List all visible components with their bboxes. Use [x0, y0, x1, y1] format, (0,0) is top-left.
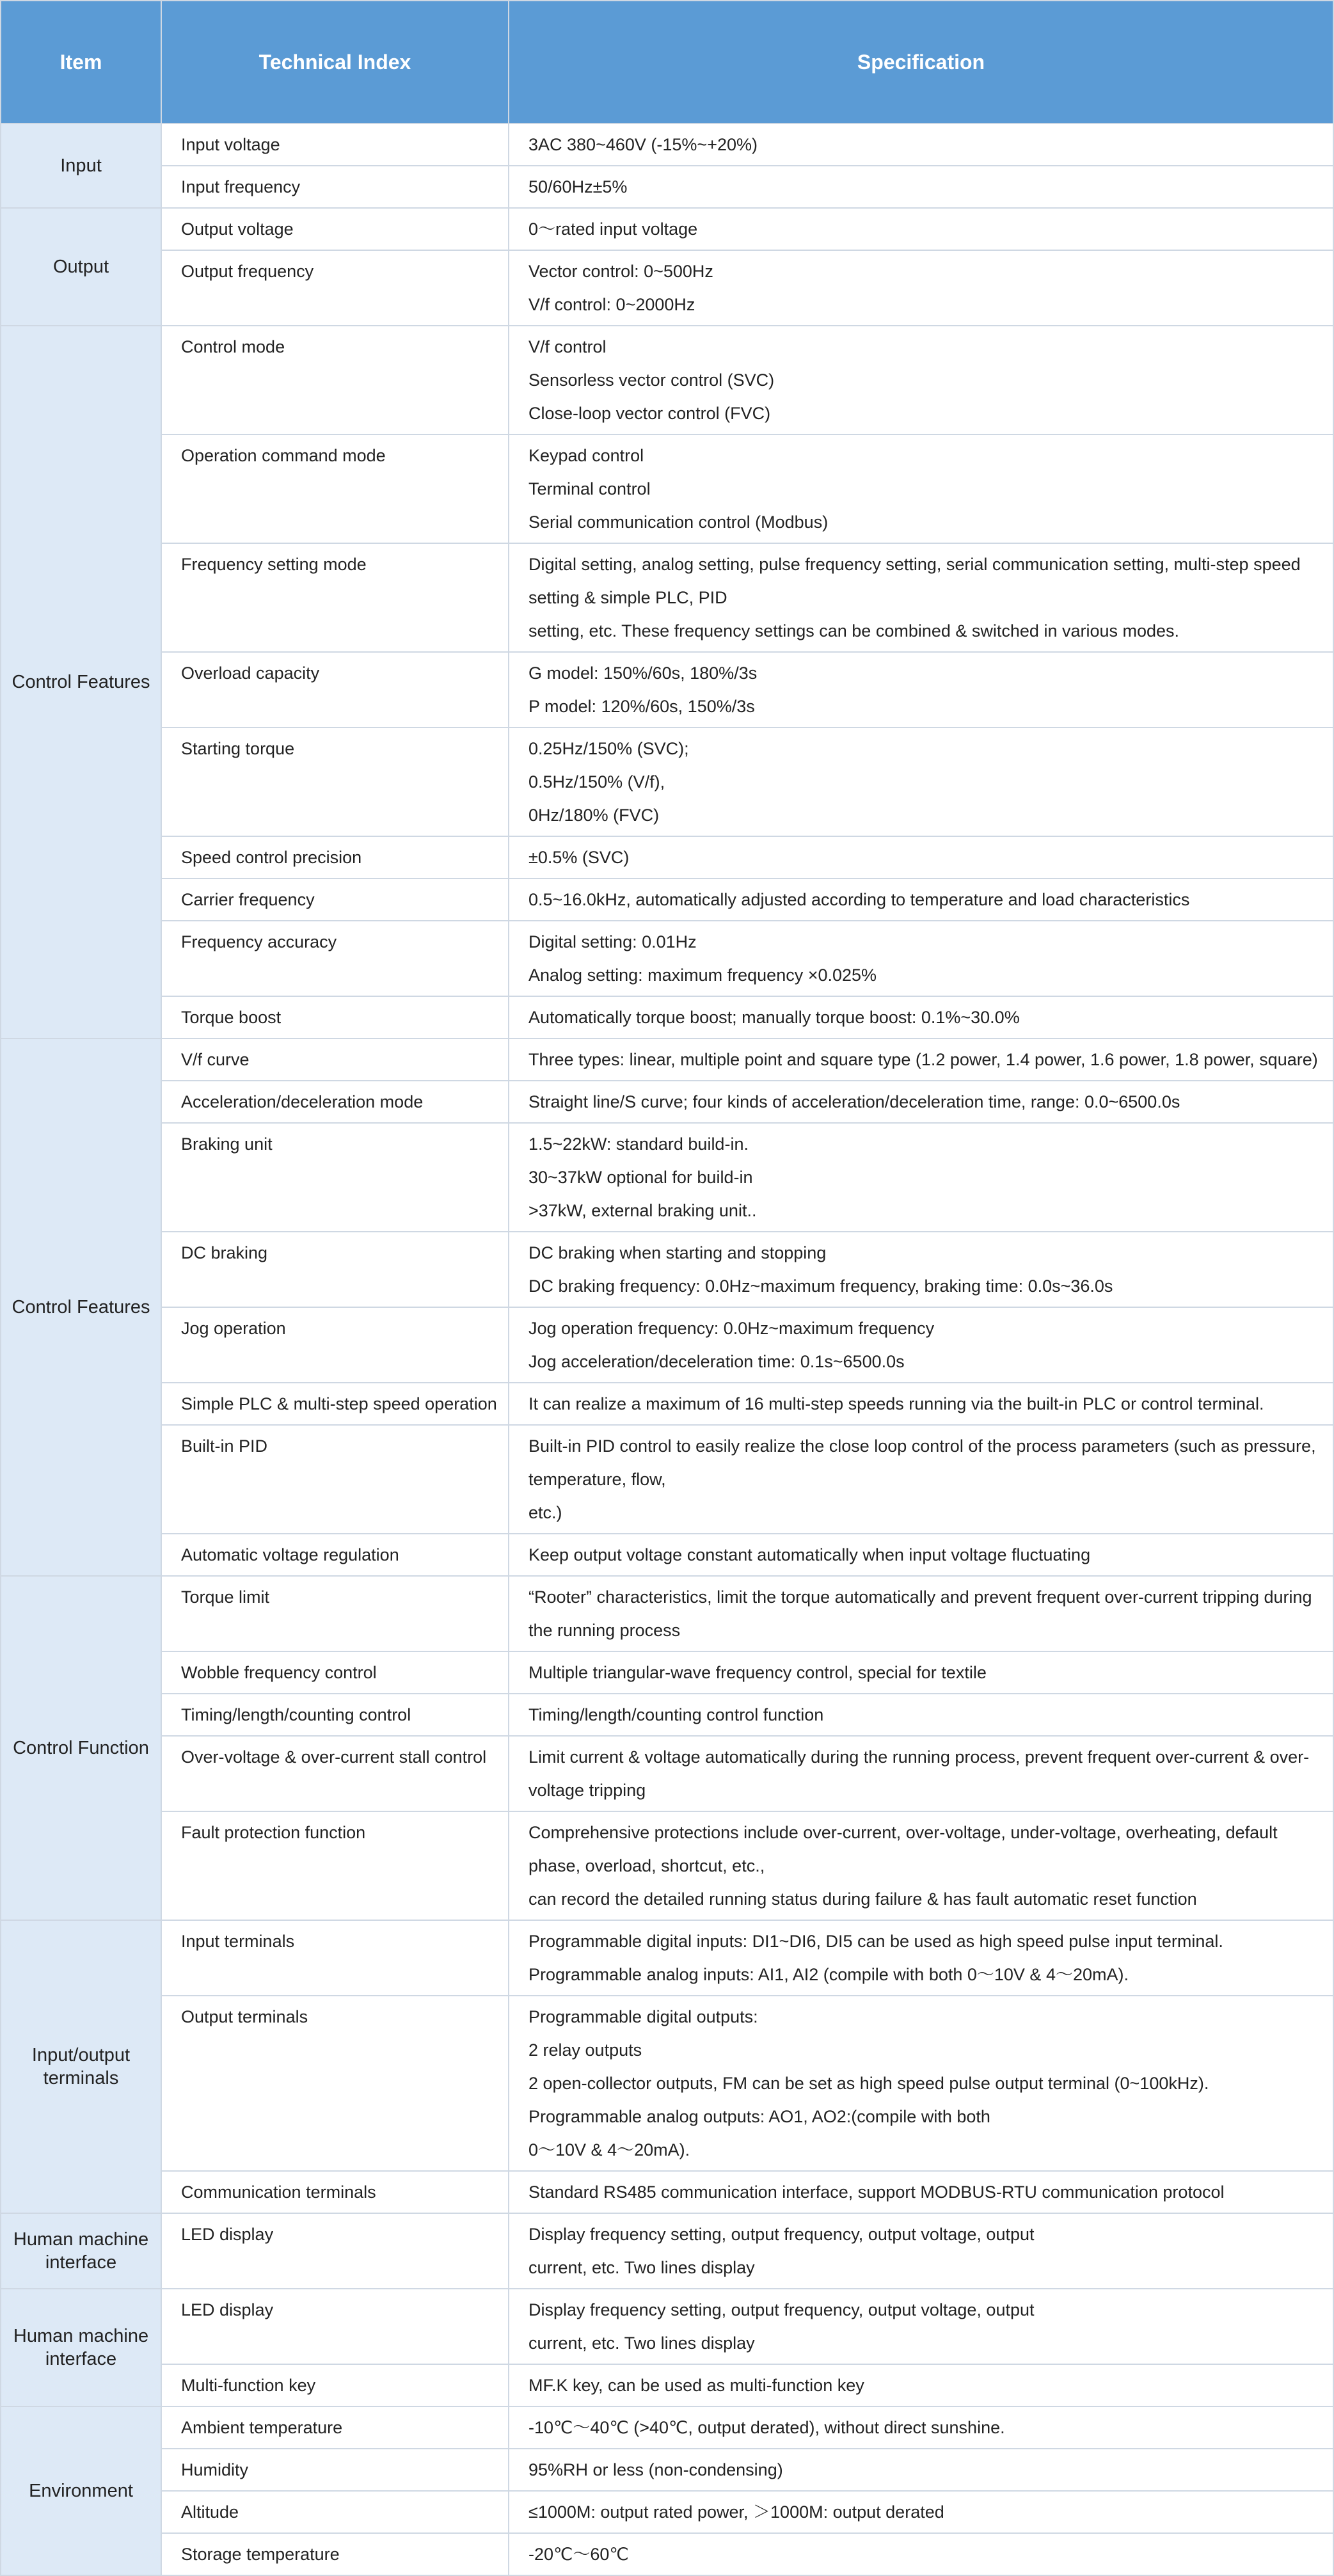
specification-cell — [509, 1576, 1333, 1651]
specification-cell — [509, 166, 1333, 208]
specification-line: Programmable digital outputs: — [528, 2007, 758, 2026]
specification-line: V/f control: 0~2000Hz — [528, 295, 695, 314]
specification-line: Display frequency setting, output frequency, output voltage, output — [528, 2300, 1035, 2319]
table-row — [1, 2213, 1333, 2289]
group-label: Input — [1, 123, 161, 208]
table-row — [1, 1123, 1333, 1232]
specification-line: >37kW, external braking unit.. — [528, 1201, 757, 1220]
technical-index-cell: Simple PLC & multi-step speed operation — [161, 1383, 509, 1425]
specification-cell — [509, 2533, 1333, 2575]
specification-cell — [509, 2171, 1333, 2213]
specification-line: 2 relay outputs — [528, 2040, 642, 2060]
technical-index-cell: DC braking — [161, 1232, 509, 1307]
specification-line: V/f control — [528, 337, 607, 356]
technical-index-cell: Humidity — [161, 2449, 509, 2491]
specification-line: 0.5~16.0kHz, automatically adjusted according to temperature and load characteristics — [528, 890, 1190, 909]
technical-index-cell: Input frequency — [161, 166, 509, 208]
technical-index-cell: Speed control precision — [161, 836, 509, 879]
technical-index-cell: Operation command mode — [161, 434, 509, 543]
group-label: Control Features — [1, 326, 161, 1038]
table-row — [1, 879, 1333, 921]
specification-line: Keep output voltage constant automatically when input voltage fluctuating — [528, 1545, 1091, 1564]
specification-line: Programmable analog outputs: AO1, AO2:(compile with both — [528, 2107, 990, 2126]
specification-line: Three types: linear, multiple point and square type (1.2 power, 1.4 power, 1.6 power, 1.8 power, square) — [528, 1050, 1318, 1069]
specification-line: 0.5Hz/150% (V/f), — [528, 772, 665, 791]
technical-index-cell: LED display — [161, 2213, 509, 2289]
technical-index-cell: Frequency setting mode — [161, 543, 509, 652]
table-row — [1, 123, 1333, 166]
technical-index-cell: Input voltage — [161, 123, 509, 166]
specification-cell — [509, 1383, 1333, 1425]
technical-index-cell: Ambient temperature — [161, 2406, 509, 2449]
specification-cell — [509, 921, 1333, 996]
specification-line: Programmable analog inputs: AI1, AI2 (compile with both 0～10V & 4～20mA). — [528, 1965, 1129, 1984]
specification-line: Terminal control — [528, 479, 651, 498]
specification-line: etc.) — [528, 1503, 562, 1522]
table-row — [1, 543, 1333, 652]
table-row — [1, 652, 1333, 727]
specification-line: Jog operation frequency: 0.0Hz~maximum frequency — [528, 1319, 935, 1338]
specification-cell — [509, 727, 1333, 836]
specification-cell — [509, 1736, 1333, 1811]
table-row — [1, 1651, 1333, 1694]
table-row — [1, 166, 1333, 208]
specification-cell — [509, 1038, 1333, 1081]
specification-line: ±0.5% (SVC) — [528, 848, 630, 867]
header-technical-index: Technical Index — [161, 1, 509, 123]
technical-index-cell: V/f curve — [161, 1038, 509, 1081]
table-row — [1, 1081, 1333, 1123]
specification-cell — [509, 208, 1333, 250]
specification-line: Automatically torque boost; manually torque boost: 0.1%~30.0% — [528, 1008, 1020, 1027]
specification-line: Analog setting: maximum frequency ×0.025% — [528, 966, 877, 985]
specification-cell — [509, 1811, 1333, 1920]
technical-index-cell: Control mode — [161, 326, 509, 434]
specification-line: Limit current & voltage automatically during the running process, prevent frequent over-current & over-voltage tripping — [528, 1747, 1310, 1800]
technical-index-cell: Fault protection function — [161, 1811, 509, 1920]
specification-line: current, etc. Two lines display — [528, 2334, 755, 2353]
specification-cell — [509, 2491, 1333, 2533]
specification-line: current, etc. Two lines display — [528, 2258, 755, 2277]
specification-cell — [509, 2449, 1333, 2491]
specification-line: setting, etc. These frequency settings can be combined & switched in various modes. — [528, 621, 1180, 640]
technical-index-cell: Communication terminals — [161, 2171, 509, 2213]
specification-line: -20℃～60℃ — [528, 2545, 629, 2564]
specification-line: Programmable digital inputs: DI1~DI6, DI5 can be used as high speed pulse input terminal. — [528, 1932, 1223, 1951]
table-row — [1, 250, 1333, 326]
specification-cell — [509, 1425, 1333, 1534]
specification-line: 0～10V & 4～20mA). — [528, 2140, 690, 2159]
group-label: Human machine interface — [1, 2289, 161, 2406]
specification-line: “Rooter” characteristics, limit the torque automatically and prevent frequent over-current tripping during the running process — [528, 1587, 1312, 1640]
technical-index-cell: Output terminals — [161, 1996, 509, 2171]
specification-line: DC braking frequency: 0.0Hz~maximum frequency, braking time: 0.0s~36.0s — [528, 1276, 1113, 1296]
specification-cell — [509, 1534, 1333, 1576]
table-row — [1, 1736, 1333, 1811]
specification-cell — [509, 996, 1333, 1038]
specification-cell — [509, 2213, 1333, 2289]
table-row — [1, 1576, 1333, 1651]
specification-line: Close-loop vector control (FVC) — [528, 404, 771, 423]
group-label: Input/output terminals — [1, 1920, 161, 2213]
specification-line: 0Hz/180% (FVC) — [528, 806, 660, 825]
specification-cell — [509, 1123, 1333, 1232]
specification-line: Digital setting: 0.01Hz — [528, 932, 697, 951]
specification-line: MF.K key, can be used as multi-function key — [528, 2376, 864, 2395]
group-label: Output — [1, 208, 161, 326]
specification-line: Multiple triangular-wave frequency control, special for textile — [528, 1663, 987, 1682]
specification-line: Vector control: 0~500Hz — [528, 262, 713, 281]
group-label: Control Function — [1, 1576, 161, 1920]
specification-cell — [509, 879, 1333, 921]
table-row — [1, 208, 1333, 250]
specification-line: ≤1000M: output rated power, ＞1000M: output derated — [528, 2502, 944, 2522]
table-body — [1, 123, 1333, 2575]
technical-index-cell: Torque limit — [161, 1576, 509, 1651]
technical-index-cell: Jog operation — [161, 1307, 509, 1383]
specification-line: Timing/length/counting control function — [528, 1705, 824, 1724]
header-item: Item — [1, 1, 161, 123]
table-row — [1, 1811, 1333, 1920]
table-row — [1, 921, 1333, 996]
table-row — [1, 2364, 1333, 2406]
specification-cell — [509, 652, 1333, 727]
group-label: Control Features — [1, 1038, 161, 1576]
technical-index-cell: Over-voltage & over-current stall control — [161, 1736, 509, 1811]
technical-index-cell: Timing/length/counting control — [161, 1694, 509, 1736]
table-row — [1, 836, 1333, 879]
table-row — [1, 1920, 1333, 1996]
table-row — [1, 1694, 1333, 1736]
group-label: Environment — [1, 2406, 161, 2575]
table-row — [1, 2533, 1333, 2575]
specification-line: P model: 120%/60s, 150%/3s — [528, 697, 755, 716]
specification-cell — [509, 1081, 1333, 1123]
technical-index-cell: Altitude — [161, 2491, 509, 2533]
technical-index-cell: Storage temperature — [161, 2533, 509, 2575]
table-row — [1, 2449, 1333, 2491]
specification-line: It can realize a maximum of 16 multi-step speeds running via the built-in PLC or control terminal. — [528, 1394, 1264, 1413]
table-row — [1, 1038, 1333, 1081]
specification-line: 3AC 380~460V (-15%~+20%) — [528, 135, 758, 154]
table-row — [1, 2171, 1333, 2213]
specification-cell — [509, 2364, 1333, 2406]
technical-index-cell: Frequency accuracy — [161, 921, 509, 996]
specification-line: Digital setting, analog setting, pulse frequency setting, serial communication setting, multi-step speed setting & simple PLC, PID — [528, 555, 1301, 607]
specification-cell — [509, 1307, 1333, 1383]
specification-line: 95%RH or less (non-condensing) — [528, 2460, 783, 2479]
technical-index-cell: Acceleration/deceleration mode — [161, 1081, 509, 1123]
technical-index-cell: Torque boost — [161, 996, 509, 1038]
specification-line: Keypad control — [528, 446, 644, 465]
specification-line: Comprehensive protections include over-current, over-voltage, under-voltage, overheating, default phase, overload, shortcut, etc., — [528, 1823, 1278, 1875]
specification-line: Display frequency setting, output frequency, output voltage, output — [528, 2225, 1035, 2244]
specification-cell — [509, 1920, 1333, 1996]
specification-cell — [509, 1232, 1333, 1307]
technical-index-cell: Braking unit — [161, 1123, 509, 1232]
table-row — [1, 727, 1333, 836]
specification-cell — [509, 326, 1333, 434]
specification-cell — [509, 2406, 1333, 2449]
header-specification: Specification — [509, 1, 1333, 123]
table-row — [1, 1534, 1333, 1576]
table-row — [1, 1996, 1333, 2171]
header-row — [1, 1, 1333, 123]
specification-line: Jog acceleration/deceleration time: 0.1s~6500.0s — [528, 1352, 905, 1371]
specification-line: Sensorless vector control (SVC) — [528, 370, 775, 390]
specification-cell — [509, 123, 1333, 166]
specification-line: Built-in PID control to easily realize the close loop control of the process parameters (such as pressure, temperature, flow, — [528, 1436, 1316, 1489]
technical-index-cell: LED display — [161, 2289, 509, 2364]
specification-line: 0.25Hz/150% (SVC); — [528, 739, 689, 758]
specification-line: 2 open-collector outputs, FM can be set as high speed pulse output terminal (0~100kHz). — [528, 2074, 1209, 2093]
specification-cell — [509, 434, 1333, 543]
table-row — [1, 1307, 1333, 1383]
technical-index-cell: Overload capacity — [161, 652, 509, 727]
table-row — [1, 2289, 1333, 2364]
group-label: Human machine interface — [1, 2213, 161, 2289]
technical-index-cell: Carrier frequency — [161, 879, 509, 921]
table-row — [1, 434, 1333, 543]
table-row — [1, 996, 1333, 1038]
specification-cell — [509, 2289, 1333, 2364]
specification-line: DC braking when starting and stopping — [528, 1243, 827, 1262]
technical-index-cell: Output voltage — [161, 208, 509, 250]
specification-line: 50/60Hz±5% — [528, 177, 628, 196]
specification-line: G model: 150%/60s, 180%/3s — [528, 664, 758, 683]
specification-line: Straight line/S curve; four kinds of acceleration/deceleration time, range: 0.0~6500.0s — [528, 1092, 1180, 1111]
specification-line: 0～rated input voltage — [528, 219, 698, 239]
technical-index-cell: Wobble frequency control — [161, 1651, 509, 1694]
specification-line: Serial communication control (Modbus) — [528, 513, 829, 532]
technical-index-cell: Input terminals — [161, 1920, 509, 1996]
table-row — [1, 1383, 1333, 1425]
specification-cell — [509, 836, 1333, 879]
specification-cell — [509, 1651, 1333, 1694]
table-row — [1, 2406, 1333, 2449]
table-row — [1, 1232, 1333, 1307]
technical-index-cell: Multi-function key — [161, 2364, 509, 2406]
technical-index-cell: Automatic voltage regulation — [161, 1534, 509, 1576]
specification-cell — [509, 1694, 1333, 1736]
specification-line: -10℃～40℃ (>40℃, output derated), without direct sunshine. — [528, 2418, 1005, 2437]
table-row — [1, 326, 1333, 434]
specification-line: Standard RS485 communication interface, support MODBUS-RTU communication protocol — [528, 2182, 1225, 2202]
specification-line: can record the detailed running status during failure & has fault automatic reset function — [528, 1889, 1197, 1909]
technical-index-cell: Output frequency — [161, 250, 509, 326]
specification-cell — [509, 543, 1333, 652]
table-row — [1, 1425, 1333, 1534]
technical-index-cell: Built-in PID — [161, 1425, 509, 1534]
specification-line: 30~37kW optional for build-in — [528, 1168, 753, 1187]
table-row — [1, 2491, 1333, 2533]
specification-cell — [509, 250, 1333, 326]
specification-line: 1.5~22kW: standard build-in. — [528, 1134, 749, 1154]
specification-cell — [509, 1996, 1333, 2171]
technical-index-cell: Starting torque — [161, 727, 509, 836]
